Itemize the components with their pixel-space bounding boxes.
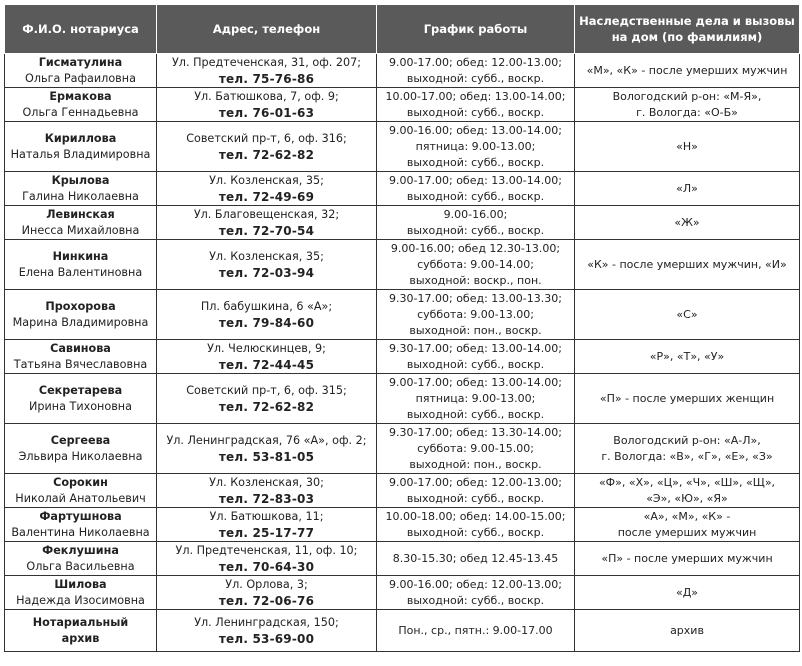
address-text: Ул. Козленская, 35; <box>209 249 324 263</box>
schedule-line: выходной: субб., воскр. <box>406 155 545 169</box>
schedule-line: выходной: пон., воскр. <box>409 323 542 337</box>
notary-surname: Прохорова <box>45 299 116 313</box>
cases-line: архив <box>670 623 704 637</box>
notary-name-cell <box>5 542 157 576</box>
notary-name-cell <box>5 340 157 374</box>
address-cell <box>157 54 377 88</box>
schedule-cell <box>377 424 575 474</box>
schedule-line: 9.30-17.00; обед: 13.00-14.00; <box>389 341 562 355</box>
phone-number: тел. 72-03-94 <box>218 265 315 280</box>
notary-name-cell <box>5 206 157 240</box>
table-row <box>5 88 800 122</box>
cases-cell <box>575 206 800 240</box>
schedule-line: выходной: пон., воскр. <box>409 457 542 471</box>
schedule-line: пятница: 9.00-13.00; <box>415 391 536 405</box>
schedule-line: 9.00-17.00; обед: 12.00-13.00; <box>389 475 562 489</box>
address-cell <box>157 172 377 206</box>
schedule-cell <box>377 54 575 88</box>
schedule-cell <box>377 474 575 508</box>
cases-line: «Э», «Ю», «Я» <box>646 491 728 505</box>
schedule-line: выходной: субб., воскр. <box>406 223 545 237</box>
schedule-cell <box>377 290 575 340</box>
schedule-cell <box>377 206 575 240</box>
notary-surname: Левинская <box>46 207 115 221</box>
cases-cell <box>575 340 800 374</box>
cases-line: Вологодский р-он: «М-Я», <box>612 89 762 103</box>
phone-number: тел. 72-44-45 <box>218 357 315 372</box>
address-text: Ул. Козленская, 30; <box>209 475 324 489</box>
table-row <box>5 122 800 172</box>
schedule-cell <box>377 508 575 542</box>
schedule-line: выходной: субб., воскр. <box>406 525 545 539</box>
table-row <box>5 206 800 240</box>
address-text: Пл. бабушкина, 6 «А»; <box>200 299 333 313</box>
table-row <box>5 290 800 340</box>
schedule-line: 9.00-17.00; обед: 13.00-14.00; <box>389 173 562 187</box>
cases-cell <box>575 508 800 542</box>
schedule-line: суббота: 9.00-14.00; <box>417 257 534 271</box>
header-cases <box>575 5 800 54</box>
notary-surname: Кириллова <box>44 131 117 145</box>
address-cell <box>157 610 377 652</box>
table-row <box>5 374 800 424</box>
notary-surname: Савинова <box>50 341 111 355</box>
schedule-cell <box>377 240 575 290</box>
table-row <box>5 474 800 508</box>
schedule-cell <box>377 610 575 652</box>
notary-given-name: Галина Николаевна <box>22 189 139 203</box>
cases-cell <box>575 424 800 474</box>
schedule-line: выходной: субб., воскр. <box>406 189 545 203</box>
schedule-line: выходной: субб., воскр. <box>406 593 545 607</box>
address-cell <box>157 122 377 172</box>
notary-surname: Нотариальный <box>32 615 129 629</box>
notary-name-cell <box>5 290 157 340</box>
schedule-line: выходной: субб., воскр. <box>406 71 545 85</box>
table-row <box>5 240 800 290</box>
cases-line: после умерших мужчин <box>617 525 757 539</box>
table-row <box>5 424 800 474</box>
address-cell <box>157 424 377 474</box>
notary-surname: Сорокин <box>53 475 108 489</box>
notary-given-name: Ольга Геннадьевна <box>22 105 139 119</box>
notary-surname: Шилова <box>54 577 107 591</box>
phone-number: тел. 72-62-82 <box>218 147 315 162</box>
schedule-line: 9.00-17.00; обед: 13.00-14.00; <box>389 375 562 389</box>
schedule-line: 9.00-16.00; обед 12.30-13.00; <box>390 241 561 255</box>
phone-number: тел. 76-01-63 <box>218 105 315 120</box>
schedule-line: выходной: субб., воскр. <box>406 357 545 371</box>
address-text: Советский пр-т, 6, оф. 316; <box>186 131 347 145</box>
notary-name-cell <box>5 172 157 206</box>
cases-cell <box>575 88 800 122</box>
notary-name-cell <box>5 374 157 424</box>
address-text: Ул. Благовещенская, 32; <box>193 207 340 221</box>
notary-surname: Феклушина <box>42 543 119 557</box>
phone-number: тел. 70-64-30 <box>218 559 315 574</box>
notary-given-name: Ольга Васильевна <box>26 559 135 573</box>
address-text: Ул. Батюшкова, 11; <box>209 509 324 523</box>
cases-cell <box>575 54 800 88</box>
table-row <box>5 508 800 542</box>
header-cases-line: вызовы на дом (по фамилиям) <box>611 14 795 44</box>
schedule-line: 9.00-16.00; обед: 13.00-14.00; <box>389 123 562 137</box>
notary-given-name: Елена Валентиновна <box>18 265 143 279</box>
address-text: Ул. Предтеченская, 11, оф. 10; <box>175 543 358 557</box>
schedule-line: 9.00-16.00; обед: 12.00-13.00; <box>389 577 562 591</box>
notaries-table <box>4 4 800 652</box>
schedule-cell <box>377 340 575 374</box>
cases-line: «П» - после умерших женщин <box>599 391 775 405</box>
notary-surname: Секретарева <box>38 383 123 397</box>
schedule-line: 10.00-18.00; обед: 14.00-15.00; <box>385 509 566 523</box>
address-cell <box>157 374 377 424</box>
notary-given-name: Николай Анатольевич <box>15 491 146 505</box>
notary-name-cell <box>5 424 157 474</box>
address-cell <box>157 88 377 122</box>
address-cell <box>157 508 377 542</box>
address-cell <box>157 474 377 508</box>
schedule-cell <box>377 576 575 610</box>
notary-surname: Фартушнова <box>39 509 122 523</box>
phone-number: тел. 53-81-05 <box>218 449 315 464</box>
cases-line: «Р», «Т», «У» <box>649 349 725 363</box>
notary-name-cell <box>5 576 157 610</box>
schedule-cell <box>377 374 575 424</box>
cases-line: «А», «М», «К» - <box>643 509 731 523</box>
header-name: Ф.И.О. нотариуса <box>5 5 157 54</box>
header-cases-line: Наследственные дела и <box>579 14 741 28</box>
address-text: Ул. Козленская, 35; <box>209 173 324 187</box>
schedule-line: 9.30-17.00; обед: 13.00-13.30; <box>389 291 562 305</box>
cases-line: г. Вологда: «В», «Г», «Е», «З» <box>601 449 773 463</box>
notary-surname: Ермакова <box>49 89 112 103</box>
schedule-line: суббота: 9.00-15.00; <box>417 441 534 455</box>
phone-number: тел. 53-69-00 <box>218 631 315 646</box>
schedule-line: Пон., ср., пятн.: 9.00-17.00 <box>398 623 553 637</box>
table-row <box>5 576 800 610</box>
address-text: Ул. Орлова, 3; <box>225 577 308 591</box>
schedule-line: 8.30-15.30; обед 12.45-13.45 <box>392 551 559 565</box>
schedule-line: выходной: субб., воскр. <box>406 491 545 505</box>
notary-given-name: Ирина Тихоновна <box>29 399 132 413</box>
schedule-line: 9.30-17.00; обед: 13.30-14.00; <box>389 425 562 439</box>
schedule-line: выходной: субб., воскр. <box>406 407 545 421</box>
address-text: Ул. Челюскинцев, 9; <box>207 341 326 355</box>
address-text: Ул. Ленинградская, 150; <box>194 615 339 629</box>
header-row <box>5 5 800 54</box>
schedule-cell <box>377 172 575 206</box>
table-row <box>5 610 800 652</box>
schedule-line: пятница: 9.00-13.00; <box>415 139 536 153</box>
schedule-line: 9.00-17.00; обед: 12.00-13.00; <box>389 55 562 69</box>
cases-line: «Ж» <box>674 215 700 229</box>
address-cell <box>157 240 377 290</box>
notary-given-name: Валентина Николаевна <box>11 525 150 539</box>
phone-number: тел. 72-49-69 <box>218 189 315 204</box>
address-text: Ул. Предтеченская, 31, оф. 207; <box>171 55 362 69</box>
schedule-line: суббота: 9.00-13.00; <box>417 307 534 321</box>
cases-cell <box>575 172 800 206</box>
notary-given-name: архив <box>61 631 100 645</box>
notary-given-name: Татьяна Вячеславовна <box>13 357 148 371</box>
cases-cell <box>575 610 800 652</box>
phone-number: тел. 72-62-82 <box>218 399 315 414</box>
notary-given-name: Наталья Владимировна <box>10 147 151 161</box>
cases-line: «С» <box>676 307 698 321</box>
table-row <box>5 54 800 88</box>
cases-line: «Л» <box>676 181 698 195</box>
schedule-cell <box>377 88 575 122</box>
header-address: Адрес, телефон <box>157 5 377 54</box>
cases-cell <box>575 542 800 576</box>
notary-name-cell <box>5 474 157 508</box>
notary-given-name: Эльвира Николаевна <box>18 449 143 463</box>
cases-cell <box>575 240 800 290</box>
address-cell <box>157 290 377 340</box>
cases-line: «Ф», «Х», «Ц», «Ч», «Ш», «Щ», <box>598 475 776 489</box>
notary-name-cell <box>5 88 157 122</box>
cases-line: «Н» <box>676 139 698 153</box>
cases-cell <box>575 474 800 508</box>
schedule-cell <box>377 542 575 576</box>
notary-name-cell <box>5 54 157 88</box>
phone-number: тел. 25-17-77 <box>218 525 315 540</box>
cases-line: «К» - после умерших мужчин, «И» <box>587 257 787 271</box>
cases-cell <box>575 122 800 172</box>
address-text: Ул. Ленинградская, 76 «А», оф. 2; <box>166 433 367 447</box>
phone-number: тел. 72-06-76 <box>218 593 315 608</box>
notary-surname: Сергеева <box>50 433 111 447</box>
cases-cell <box>575 374 800 424</box>
notary-name-cell <box>5 508 157 542</box>
schedule-cell <box>377 122 575 172</box>
header-schedule: График работы <box>377 5 575 54</box>
notary-name-cell <box>5 610 157 652</box>
notary-given-name: Ольга Рафаиловна <box>25 71 136 85</box>
schedule-line: 9.00-16.00; <box>443 207 508 221</box>
notary-given-name: Инесса Михайловна <box>21 223 140 237</box>
cases-line: «М», «К» - после умерших мужчин <box>586 63 788 77</box>
notary-surname: Крылова <box>51 173 110 187</box>
phone-number: тел. 72-70-54 <box>218 223 315 238</box>
phone-number: тел. 75-76-86 <box>218 71 315 86</box>
cases-line: Вологодский р-он: «А-Л», <box>613 433 761 447</box>
address-text: Советский пр-т, 6, оф. 315; <box>186 383 347 397</box>
phone-number: тел. 79-84-60 <box>218 315 315 330</box>
address-cell <box>157 542 377 576</box>
notary-given-name: Марина Владимировна <box>12 315 149 329</box>
table-row <box>5 172 800 206</box>
cases-line: «Д» <box>675 585 699 599</box>
notary-given-name: Надежда Изосимовна <box>16 593 145 607</box>
phone-number: тел. 72-83-03 <box>218 491 315 506</box>
notary-surname: Нинкина <box>52 249 109 263</box>
schedule-line: выходной: воскр., пон. <box>409 273 542 287</box>
address-cell <box>157 340 377 374</box>
table-row <box>5 542 800 576</box>
notary-name-cell <box>5 240 157 290</box>
cases-line: «П» - после умерших мужчин <box>601 551 773 565</box>
cases-cell <box>575 576 800 610</box>
notary-name-cell <box>5 122 157 172</box>
schedule-line: 10.00-17.00; обед: 13.00-14.00; <box>385 89 566 103</box>
address-text: Ул. Батюшкова, 7, оф. 9; <box>194 89 339 103</box>
notary-surname: Гисматулина <box>38 55 123 69</box>
address-cell <box>157 576 377 610</box>
cases-cell <box>575 290 800 340</box>
table-row <box>5 340 800 374</box>
schedule-line: выходной: субб., воскр. <box>406 105 545 119</box>
cases-line: г. Вологда: «О-Б» <box>636 105 738 119</box>
address-cell <box>157 206 377 240</box>
